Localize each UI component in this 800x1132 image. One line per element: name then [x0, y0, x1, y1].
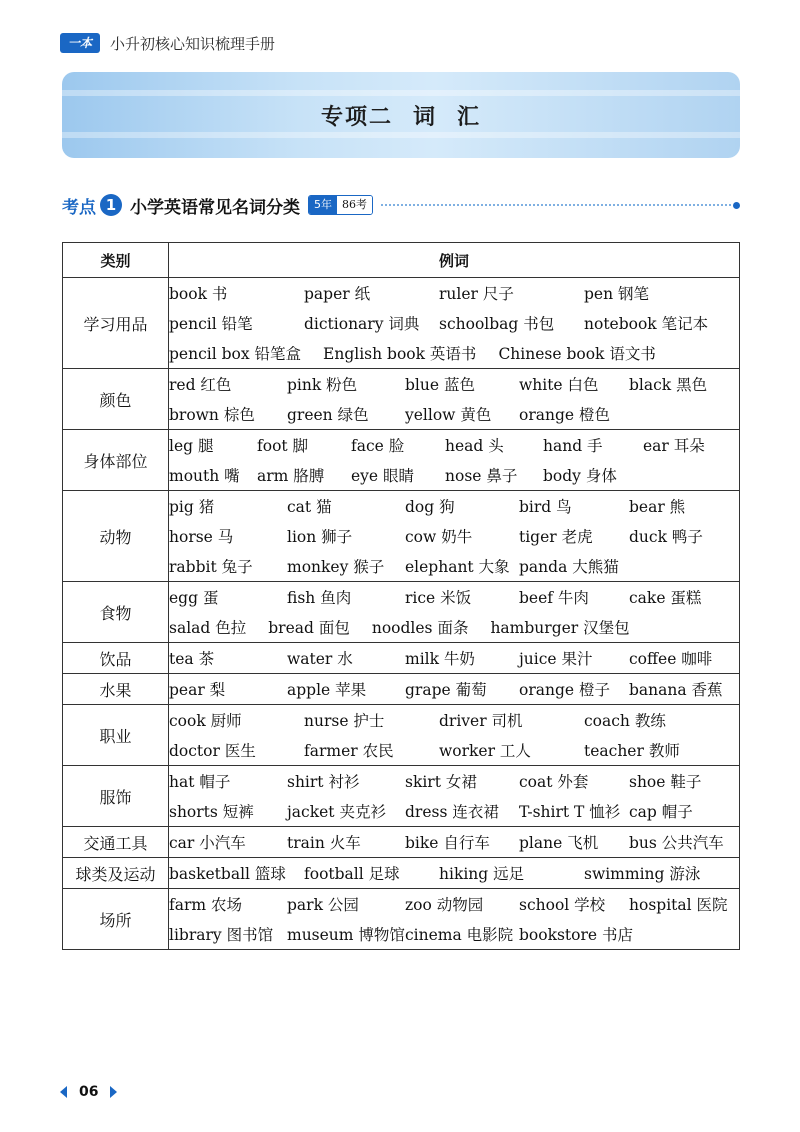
vocab-word: farmer 农民	[304, 742, 394, 760]
vocab-word: paper 纸	[304, 285, 371, 303]
vocab-word: banana 香蕉	[629, 681, 723, 699]
vocab-word: leg 腿	[169, 437, 214, 455]
category-cell: 颜色	[63, 369, 169, 430]
word-line	[169, 491, 739, 521]
word-line	[169, 919, 739, 949]
vocab-word: English book 英语书	[323, 345, 477, 363]
word-line	[169, 308, 739, 338]
vocab-word: jacket 夹克衫	[287, 803, 386, 821]
vocab-word: milk 牛奶	[405, 650, 475, 668]
vocab-word: tiger 老虎	[519, 528, 593, 546]
vocab-word: lion 狮子	[287, 528, 353, 546]
vocab-word: nose 鼻子	[445, 467, 518, 485]
vocab-word: body 身体	[543, 467, 617, 485]
vocab-word: face 脸	[351, 437, 405, 455]
vocab-word: ruler 尺子	[439, 285, 514, 303]
word-line	[169, 551, 739, 581]
column-header-examples: 例词	[169, 243, 740, 278]
vocab-word: hiking 远足	[439, 865, 525, 883]
vocab-word: salad 色拉	[169, 619, 247, 637]
previous-page-icon	[60, 1086, 67, 1098]
vocab-word: rabbit 兔子	[169, 558, 253, 576]
table-row	[63, 705, 740, 766]
vocab-word: basketball 篮球	[169, 865, 286, 883]
vocab-word: juice 果汁	[519, 650, 593, 668]
category-cell: 球类及运动	[63, 858, 169, 889]
example-words-cell	[169, 705, 740, 766]
vocab-word: notebook 笔记本	[584, 315, 709, 333]
section-heading	[62, 190, 740, 220]
vocab-word: shirt 衬衫	[287, 773, 360, 791]
section-label: 考点	[62, 197, 96, 218]
table-row	[63, 674, 740, 705]
vocab-word: train 火车	[287, 834, 361, 852]
vocab-word: green 绿色	[287, 406, 369, 424]
vocab-word: apple 苹果	[287, 681, 367, 699]
vocab-word: arm 胳膊	[257, 467, 325, 485]
word-line	[169, 399, 739, 429]
chapter-banner	[62, 72, 740, 158]
word-line	[169, 369, 739, 399]
word-line	[169, 643, 739, 673]
table-row	[63, 766, 740, 827]
vocab-word: teacher 教师	[584, 742, 680, 760]
vocab-word: plane 飞机	[519, 834, 599, 852]
next-page-icon	[110, 1086, 117, 1098]
table-header-row	[63, 243, 740, 278]
example-words-cell	[169, 491, 740, 582]
category-cell: 服饰	[63, 766, 169, 827]
vocab-word: cap 帽子	[629, 803, 693, 821]
table-row	[63, 889, 740, 950]
vocab-word: bookstore 书店	[519, 926, 634, 944]
vocab-word: duck 鸭子	[629, 528, 703, 546]
word-line	[169, 582, 739, 612]
vocab-word: pear 梨	[169, 681, 226, 699]
vocab-word: monkey 猴子	[287, 558, 385, 576]
vocab-word: dictionary 词典	[304, 315, 420, 333]
section-number-badge: 1	[100, 194, 122, 216]
chapter-title-part: 汇	[457, 104, 482, 130]
vocab-word: hat 帽子	[169, 773, 231, 791]
vocab-word: beef 牛肉	[519, 589, 589, 607]
vocabulary-table	[62, 242, 740, 950]
example-words-cell	[169, 889, 740, 950]
category-cell: 水果	[63, 674, 169, 705]
vocab-word: driver 司机	[439, 712, 523, 730]
category-cell: 饮品	[63, 643, 169, 674]
vocab-word: pencil box 铅笔盒	[169, 345, 302, 363]
vocab-word: doctor 医生	[169, 742, 256, 760]
word-line	[169, 735, 739, 765]
vocab-word: shoe 鞋子	[629, 773, 702, 791]
vocab-word: cow 奶牛	[405, 528, 473, 546]
vocab-word: hamburger 汉堡包	[490, 619, 630, 637]
example-words-cell	[169, 582, 740, 643]
vocab-word: car 小汽车	[169, 834, 246, 852]
vocab-word: fish 鱼肉	[287, 589, 352, 607]
example-words-cell	[169, 643, 740, 674]
chapter-title-part: 词	[412, 104, 437, 130]
category-cell: 身体部位	[63, 430, 169, 491]
vocab-word: mouth 嘴	[169, 467, 240, 485]
vocab-word: egg 蛋	[169, 589, 219, 607]
vocab-word: foot 脚	[257, 437, 309, 455]
page-footer	[60, 1080, 117, 1104]
vocab-word: ear 耳朵	[643, 437, 705, 455]
vocab-word: tea 茶	[169, 650, 215, 668]
vocab-word: rice 米饭	[405, 589, 472, 607]
table-row	[63, 643, 740, 674]
vocab-word: pencil 铅笔	[169, 315, 253, 333]
category-cell: 职业	[63, 705, 169, 766]
brand-logo: 一本	[60, 33, 100, 53]
vocab-word: coat 外套	[519, 773, 589, 791]
vocab-word: museum 博物馆	[287, 926, 405, 944]
frequency-count: 86考	[337, 196, 372, 214]
vocab-word: worker 工人	[439, 742, 531, 760]
vocab-word: yellow 黄色	[405, 406, 492, 424]
vocab-word: farm 农场	[169, 896, 243, 914]
frequency-years: 5年	[309, 196, 337, 214]
category-cell: 食物	[63, 582, 169, 643]
vocab-word: orange 橙子	[519, 681, 610, 699]
table-row	[63, 430, 740, 491]
table-body	[63, 278, 740, 950]
vocab-word: elephant 大象	[405, 558, 510, 576]
example-words-cell	[169, 858, 740, 889]
vocab-word: school 学校	[519, 896, 606, 914]
example-words-cell	[169, 674, 740, 705]
example-words-cell	[169, 369, 740, 430]
vocab-word: pig 猪	[169, 498, 215, 516]
vocab-word: bike 自行车	[405, 834, 490, 852]
vocab-word: cook 厨师	[169, 712, 242, 730]
word-line	[169, 612, 739, 642]
vocab-word: coach 教练	[584, 712, 666, 730]
table-row	[63, 278, 740, 369]
vocab-word: library 图书馆	[169, 926, 274, 944]
example-words-cell	[169, 766, 740, 827]
vocab-word: head 头	[445, 437, 504, 455]
vocab-word: shorts 短裤	[169, 803, 254, 821]
vocab-word: orange 橙色	[519, 406, 610, 424]
page-number: 06	[79, 1084, 99, 1100]
word-line	[169, 705, 739, 735]
table-row	[63, 858, 740, 889]
word-line	[169, 796, 739, 826]
vocab-word: bear 熊	[629, 498, 686, 516]
vocab-word: noodles 面条	[371, 619, 469, 637]
vocab-word: dress 连衣裙	[405, 803, 499, 821]
vocab-word: blue 蓝色	[405, 376, 475, 394]
vocab-word: cake 蛋糕	[629, 589, 702, 607]
book-title: 小升初核心知识梳理手册	[110, 34, 276, 53]
table-row	[63, 491, 740, 582]
vocab-word: red 红色	[169, 376, 232, 394]
vocab-word: bread 面包	[268, 619, 350, 637]
vocab-word: T-shirt T 恤衫	[519, 803, 621, 821]
vocab-word: horse 马	[169, 528, 234, 546]
vocab-word: nurse 护士	[304, 712, 385, 730]
vocab-word: pen 钢笔	[584, 285, 650, 303]
word-line	[169, 674, 739, 704]
example-words-cell	[169, 430, 740, 491]
vocab-word: hospital 医院	[629, 896, 728, 914]
table-row	[63, 582, 740, 643]
vocab-word: pink 粉色	[287, 376, 358, 394]
vocab-word: football 足球	[304, 865, 400, 883]
word-line	[169, 521, 739, 551]
vocab-word: schoolbag 书包	[439, 315, 555, 333]
category-cell: 动物	[63, 491, 169, 582]
word-line	[169, 338, 739, 368]
word-line	[169, 766, 739, 796]
section-title: 小学英语常见名词分类	[130, 197, 300, 218]
vocab-word: hand 手	[543, 437, 603, 455]
vocab-word: park 公园	[287, 896, 359, 914]
vocab-word: brown 棕色	[169, 406, 255, 424]
word-line	[169, 278, 739, 308]
vocab-word: water 水	[287, 650, 353, 668]
table-row	[63, 369, 740, 430]
vocab-word: zoo 动物园	[405, 896, 484, 914]
word-line	[169, 889, 739, 919]
word-line	[169, 858, 739, 888]
vocab-word: bird 鸟	[519, 498, 572, 516]
category-cell: 学习用品	[63, 278, 169, 369]
word-line	[169, 430, 739, 460]
column-header-category: 类别	[63, 243, 169, 278]
word-line	[169, 827, 739, 857]
vocab-word: white 白色	[519, 376, 599, 394]
example-words-cell	[169, 827, 740, 858]
word-line	[169, 460, 739, 490]
vocab-word: Chinese book 语文书	[498, 345, 656, 363]
vocab-word: coffee 咖啡	[629, 650, 713, 668]
exam-frequency-badge	[308, 195, 373, 215]
page-header	[60, 30, 275, 56]
vocab-word: swimming 游泳	[584, 865, 701, 883]
category-cell: 场所	[63, 889, 169, 950]
divider-end-dot	[733, 202, 740, 209]
chapter-title-part: 专项二	[320, 104, 393, 130]
vocab-word: book 书	[169, 285, 228, 303]
vocab-word: panda 大熊猫	[519, 558, 619, 576]
category-cell: 交通工具	[63, 827, 169, 858]
vocab-word: cinema 电影院	[405, 926, 514, 944]
vocab-word: eye 眼睛	[351, 467, 415, 485]
table-row	[63, 827, 740, 858]
vocab-word: skirt 女裙	[405, 773, 477, 791]
vocab-word: grape 葡萄	[405, 681, 487, 699]
vocab-word: black 黑色	[629, 376, 708, 394]
vocab-word: cat 猫	[287, 498, 332, 516]
dotted-divider	[381, 204, 731, 206]
vocab-word: dog 狗	[405, 498, 455, 516]
vocab-word: bus 公共汽车	[629, 834, 724, 852]
example-words-cell	[169, 278, 740, 369]
chapter-title	[62, 72, 740, 158]
